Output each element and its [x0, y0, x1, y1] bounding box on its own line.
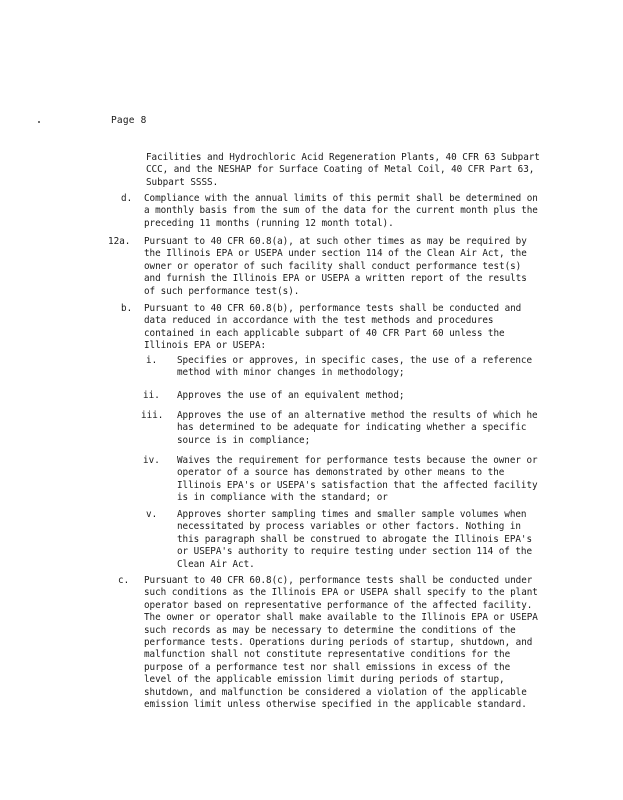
text-line: Pursuant to 40 CFR 60.8(a), at such other times as may be required by — [144, 236, 527, 247]
text-line: the Illinois EPA or USEPA under section 114 of the Clean Air Act, the — [144, 248, 527, 260]
subitem-iii-label: iii. — [141, 410, 164, 421]
subitem-v-label: v. — [146, 509, 158, 520]
text-line: Clean Air Act. — [177, 558, 255, 570]
item-12a-label: 12a. — [108, 236, 131, 247]
text-line: data reduced in accordance with the test methods and procedures — [144, 315, 494, 327]
page-number: Page 8 — [111, 115, 147, 126]
text-line: malfunction shall not constitute representative conditions for the — [144, 649, 511, 661]
item-c-paragraph — [144, 575, 538, 711]
text-line: Subpart SSSS. — [146, 176, 219, 188]
subitem-i-paragraph — [177, 355, 532, 380]
item-12a-paragraph — [144, 236, 527, 298]
subitem-iv-paragraph — [177, 455, 538, 505]
text-line: The owner or operator shall make available to the Illinois EPA or USEPA — [144, 612, 538, 624]
text-line: Pursuant to 40 CFR 60.8(b), performance tests shall be conducted and — [144, 303, 522, 314]
subitem-v-paragraph — [177, 509, 532, 571]
text-line: or USEPA's authority to require testing under section 114 of the — [177, 546, 533, 558]
item-d-label: d. — [121, 193, 133, 204]
text-line: Facilities and Hydrochloric Acid Regeneration Plants, 40 CFR 63 Subpart — [146, 152, 540, 163]
text-line: owner or operator of such facility shall conduct performance test(s) — [144, 260, 522, 272]
text-line: has determined to be adequate for indicating whether a specific — [177, 422, 527, 434]
text-line: Approves shorter sampling times and smaller sample volumes when — [177, 509, 527, 520]
text-line: preceding 11 months (running 12 month total). — [144, 217, 394, 229]
text-line: Approves the use of an equivalent method; — [177, 390, 405, 401]
text-line: Approves the use of an alternative method the results of which he — [177, 410, 538, 421]
text-line: Illinois EPA or USEPA: — [144, 340, 267, 352]
text-line: level of the applicable emission limit during periods of startup, — [144, 674, 505, 686]
text-line: Compliance with the annual limits of this permit shall be determined on — [144, 193, 538, 204]
text-line: such records as may be necessary to determine the conditions of the — [144, 624, 516, 636]
subitem-iv-label: iv. — [143, 455, 160, 466]
text-line: necessitated by process variables or other factors. Nothing in — [177, 521, 521, 533]
item-b-label: b. — [121, 303, 133, 314]
text-line: operator of a source has demonstrated by other means to the — [177, 467, 505, 479]
text-line: performance tests. Operations during periods of startup, shutdown, and — [144, 636, 533, 648]
text-line: Illinois EPA's or USEPA's satisfaction that the affected facility — [177, 479, 538, 491]
subitem-iii-paragraph — [177, 410, 538, 447]
subitem-i-label: i. — [146, 355, 158, 366]
text-line: method with minor changes in methodology; — [177, 367, 405, 379]
subitem-ii-paragraph — [177, 390, 404, 402]
text-line: and furnish the Illinois EPA or USEPA a written report of the results — [144, 273, 527, 285]
subitem-ii-label: ii. — [143, 390, 160, 401]
text-line: a monthly basis from the sum of the data for the current month plus the — [144, 205, 538, 217]
item-d-paragraph — [144, 193, 538, 230]
text-line: this paragraph shall be construed to abrogate the Illinois EPA's — [177, 533, 533, 545]
text-line: CCC, and the NESHAP for Surface Coating of Metal Coil, 40 CFR Part 63, — [146, 164, 535, 176]
text-line: operator based on representative performance of the affected facility. — [144, 599, 533, 611]
item-b-paragraph — [144, 303, 521, 353]
text-line: is in compliance with the standard; or — [177, 492, 388, 504]
text-line: purpose of a performance test nor shall emissions in excess of the — [144, 661, 511, 673]
scan-speck — [38, 121, 40, 123]
text-line: Pursuant to 40 CFR 60.8(c), performance tests shall be conducted under — [144, 575, 533, 586]
text-line: emission limit unless otherwise specified in the applicable standard. — [144, 698, 527, 710]
item-c-label: c. — [118, 575, 130, 586]
intro-paragraph — [146, 152, 540, 189]
text-line: such conditions as the Illinois EPA or USEPA shall specify to the plant — [144, 587, 538, 599]
text-line: of such performance test(s). — [144, 285, 300, 297]
text-line: source is in compliance; — [177, 434, 311, 446]
text-line: Specifies or approves, in specific cases, the use of a reference — [177, 355, 533, 366]
text-line: shutdown, and malfunction be considered a violation of the applicable — [144, 686, 527, 698]
text-line: Waives the requirement for performance tests because the owner or — [177, 455, 538, 466]
text-line: contained in each applicable subpart of 40 CFR Part 60 unless the — [144, 327, 505, 339]
